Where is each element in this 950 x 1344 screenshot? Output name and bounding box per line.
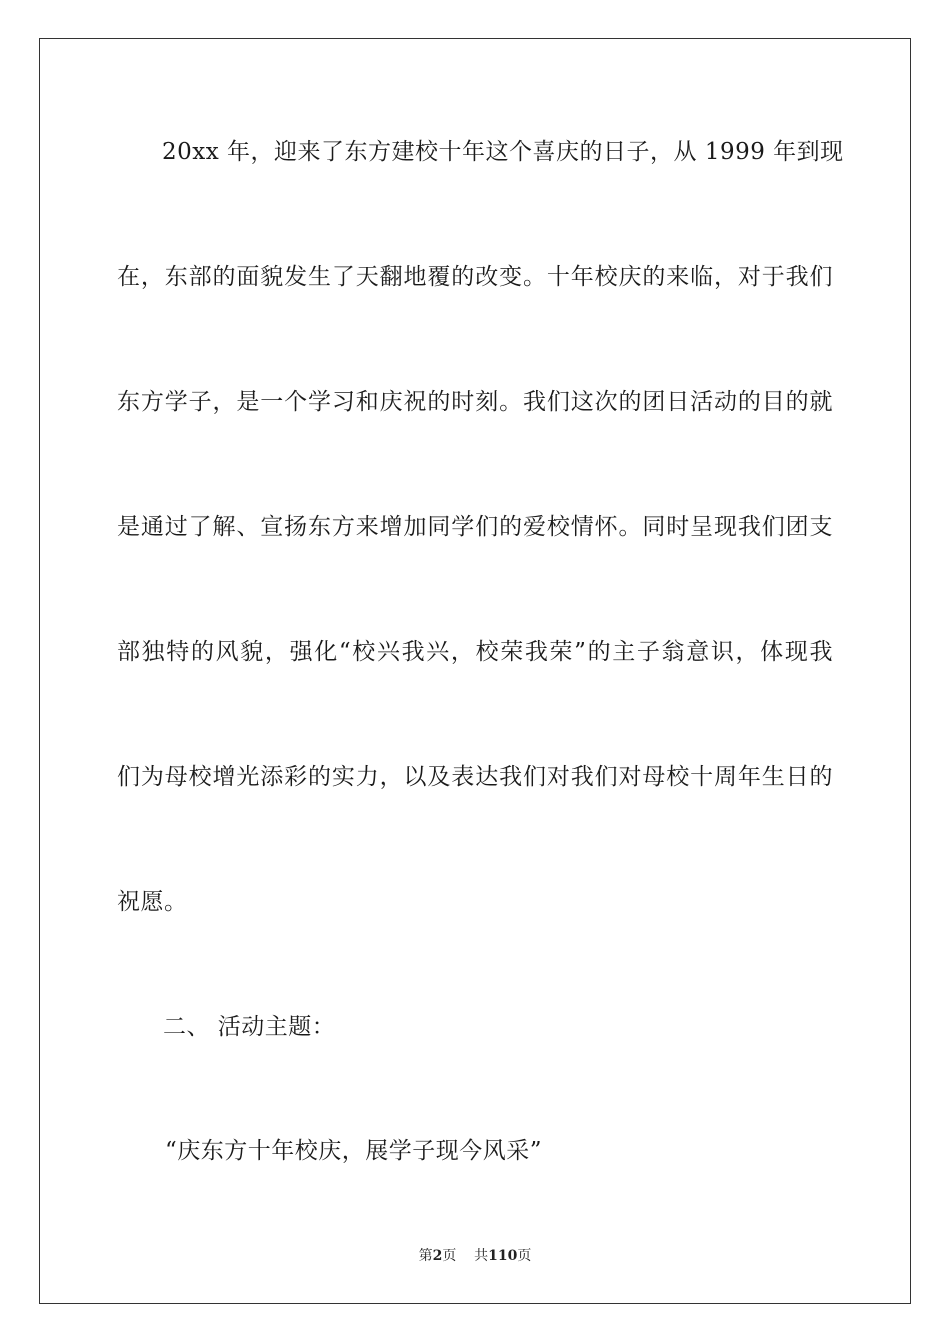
paragraph-line-2: 在，东部的面貌发生了天翻地覆的改变。十年校庆的来临，对于我们 (117, 264, 833, 290)
paragraph-line-3: 东方学子，是一个学习和庆祝的时刻。我们这次的团日活动的目的就 (117, 389, 833, 415)
page-frame (39, 38, 911, 1304)
paragraph-line-7: 祝愿。 (117, 889, 188, 915)
footer-page-suffix: 页 (442, 1248, 457, 1264)
paragraph-line-4: 是通过了解、宣扬东方来增加同学们的爱校情怀。同时呈现我们团支 (117, 514, 833, 540)
page-footer (0, 1247, 950, 1265)
footer-total-suffix: 页 (517, 1248, 532, 1264)
section-heading: 二、 活动主题： (163, 1014, 336, 1040)
paragraph-line-6: 们为母校增光添彩的实力，以及表达我们对我们对母校十周年生日的 (117, 764, 833, 790)
theme-quote: “庆东方十年校庆，展学子现今风采” (165, 1138, 543, 1164)
paragraph-line-1: 20xx 年，迎来了东方建校十年这个喜庆的日子，从 1999 年到现 (162, 139, 844, 165)
paragraph-line-5: 部独特的风貌，强化“校兴我兴，校荣我荣”的主子翁意识，体现我 (117, 639, 833, 665)
footer-total-prefix: 共 (474, 1248, 489, 1264)
footer-page-prefix: 第 (418, 1248, 433, 1264)
footer-total-pages: 110 (488, 1248, 518, 1264)
footer-page-number: 2 (432, 1248, 443, 1264)
